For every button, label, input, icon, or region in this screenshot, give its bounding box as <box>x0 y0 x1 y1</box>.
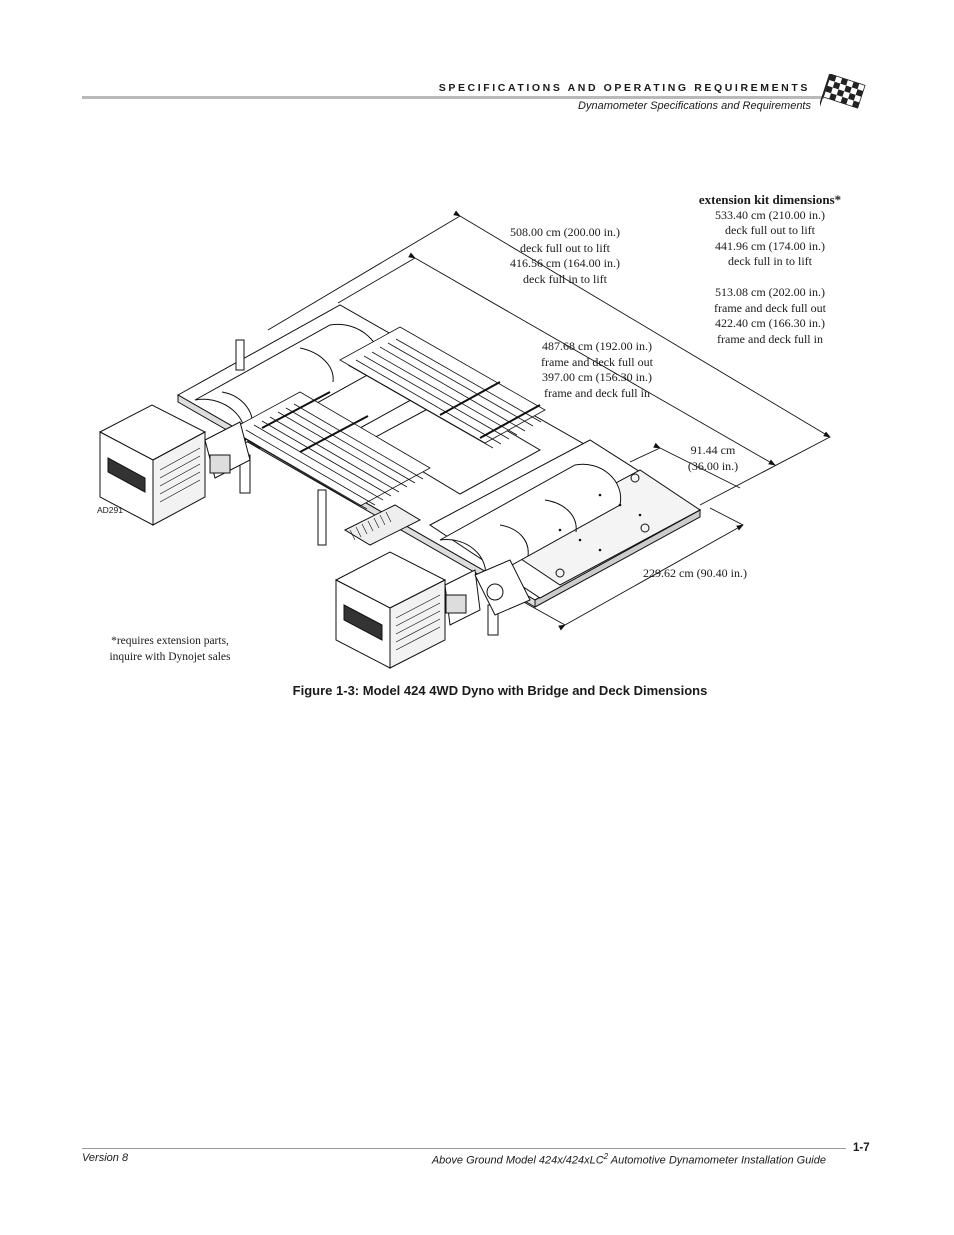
guide-title-text: Above Ground Model 424x/424xLC <box>431 1154 604 1167</box>
extension-dim-text: 533.40 cm (210.00 in.) <box>715 207 825 222</box>
section-title: SPECIFICATIONS AND OPERATING REQUIREMENTS <box>438 82 810 94</box>
deck-dim-text: 416.56 cm (164.00 in.) <box>510 256 620 271</box>
footer-rule <box>82 1148 846 1149</box>
absorber-cabinet-right <box>336 552 530 668</box>
footnote-text: *requires extension parts, <box>111 635 229 647</box>
extension-dim-text: frame and deck full in <box>717 331 823 346</box>
version-label: Version 8 <box>82 1152 129 1164</box>
footnote-text: inquire with Dynojet sales <box>109 650 231 663</box>
extension-kit-dimensions <box>640 192 900 347</box>
figure-caption: Figure 1-3: Model 424 4WD Dyno with Bridge and Deck Dimensions <box>292 683 708 698</box>
subsection-title: Dynamometer Specifications and Requirements <box>578 100 811 112</box>
width-dimension <box>663 443 763 474</box>
extension-dim-text: frame and deck full out <box>714 300 826 315</box>
frame-dimensions <box>502 339 692 401</box>
frame-dim-text: frame and deck full out <box>541 354 653 369</box>
extension-dim-text: 513.08 cm (202.00 in.) <box>715 284 825 299</box>
deck-dim-text: deck full in to lift <box>523 271 607 286</box>
footnote <box>90 634 250 665</box>
width-dim-text: 91.44 cm <box>690 443 736 457</box>
extension-dim-text: deck full out to lift <box>725 223 815 238</box>
extension-dim-text: 441.96 cm (174.00 in.) <box>715 238 825 253</box>
guide-title <box>380 1152 826 1167</box>
guide-title-superscript: 2 <box>603 1152 609 1161</box>
width-dim-text: (36.00 in.) <box>687 458 739 473</box>
extension-dim-text: 422.40 cm (166.30 in.) <box>715 316 825 331</box>
page-number: 1-7 <box>853 1142 870 1154</box>
deck-dimensions <box>470 225 660 287</box>
frame-dim-text: frame and deck full in <box>544 385 650 400</box>
extension-kit-heading: extension kit dimensions* <box>698 192 842 207</box>
deck-dim-text: 508.00 cm (200.00 in.) <box>510 225 620 239</box>
drawing-id: AD291 <box>97 505 123 515</box>
guide-title-text: Automotive Dynamometer Installation Guide <box>608 1154 826 1167</box>
frame-dim-text: 397.00 cm (156.30 in.) <box>542 370 652 385</box>
extension-dim-text: deck full in to lift <box>728 254 812 269</box>
deck-dim-text: deck full out to lift <box>520 240 610 255</box>
bridge-dimension: 229.62 cm (90.40 in.) <box>643 566 747 580</box>
frame-dim-text: 487.68 cm (192.00 in.) <box>542 339 652 353</box>
